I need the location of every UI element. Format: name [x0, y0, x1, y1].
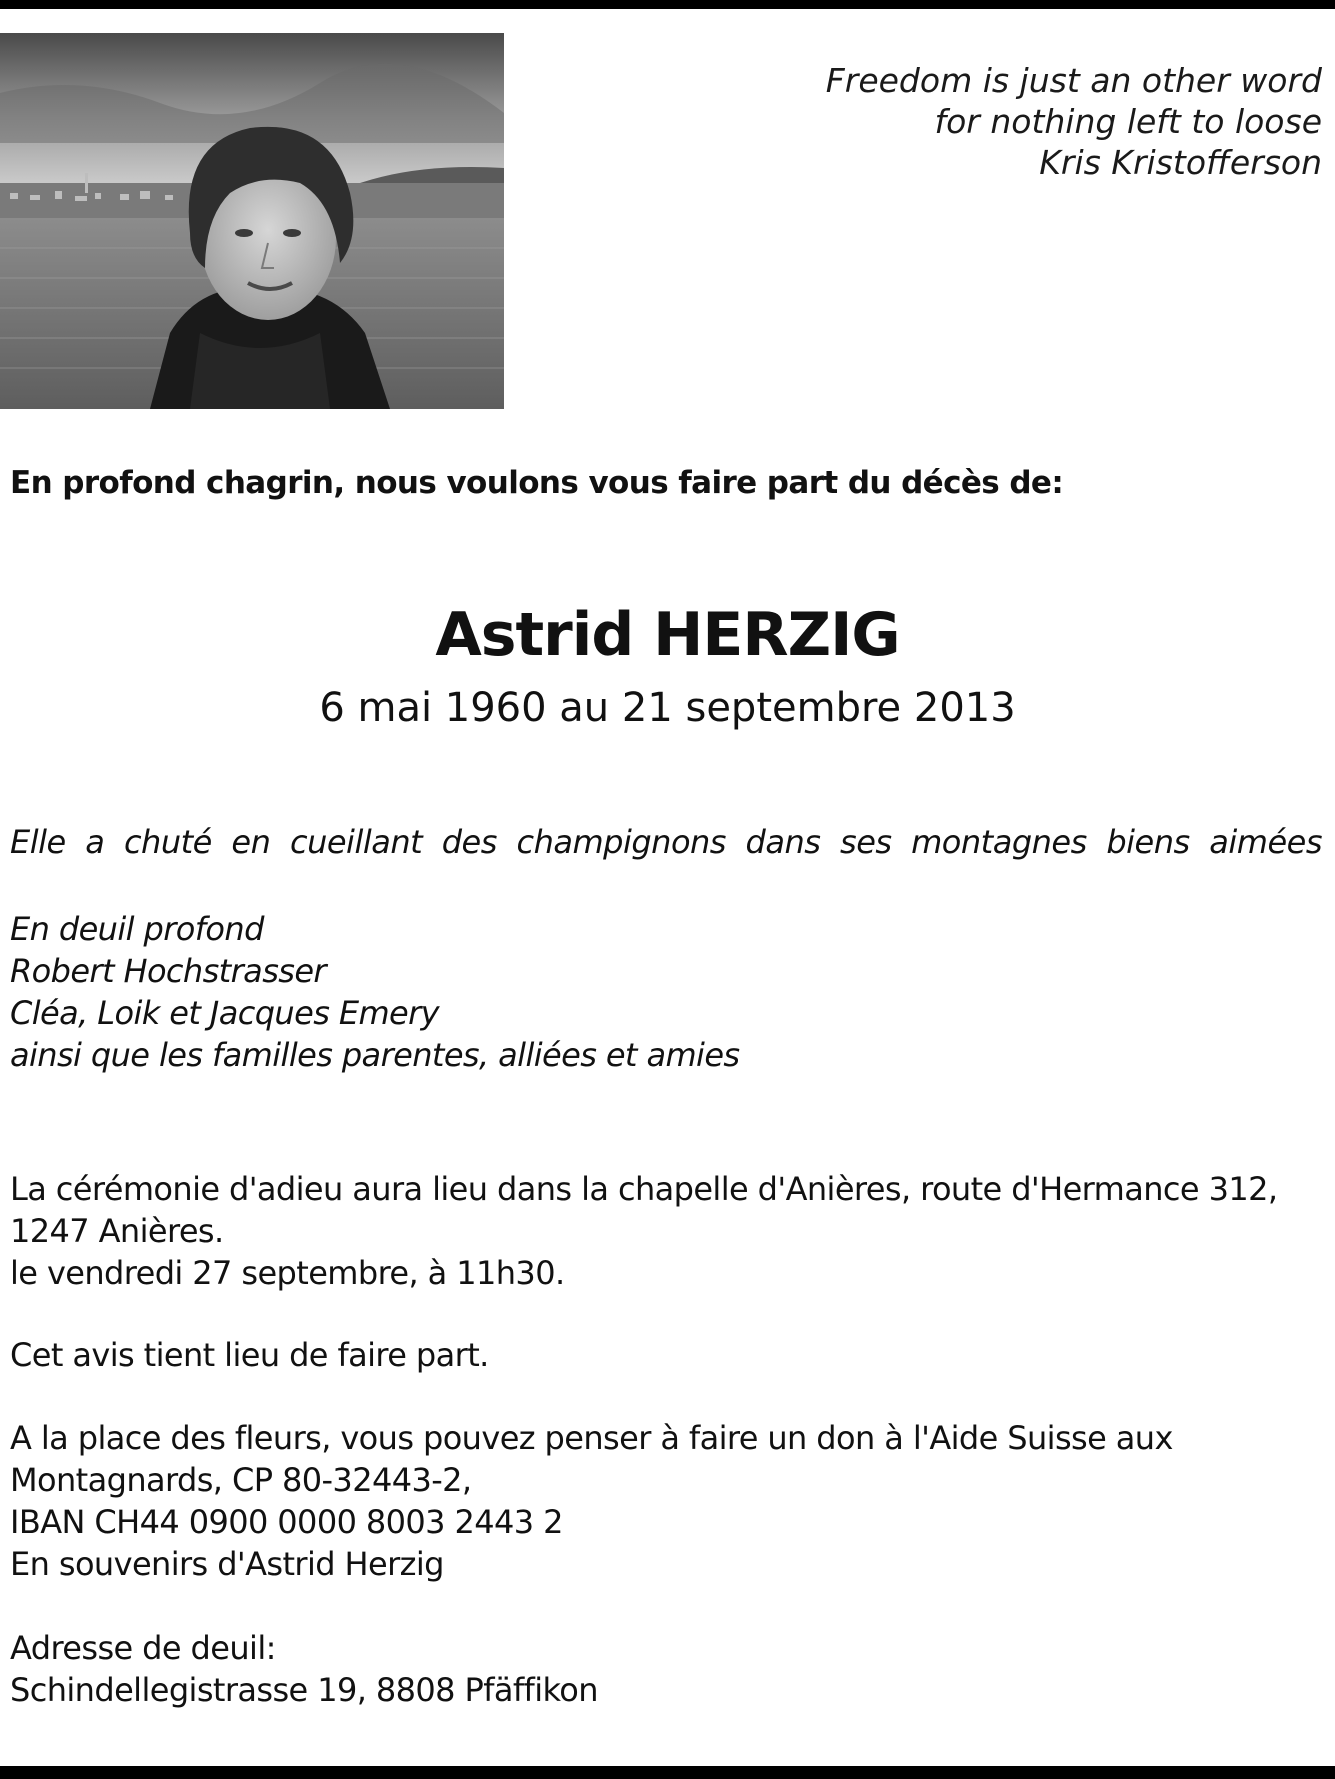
ceremony-line: le vendredi 27 septembre, à 11h30.: [10, 1254, 565, 1292]
ceremony-line: La cérémonie d'adieu aura lieu dans la chapelle d'Anières, route d'Hermance 312,: [10, 1170, 1278, 1208]
donation-line: Montagnards, CP 80-32443-2,: [10, 1461, 472, 1499]
announcement-intro: En profond chagrin, nous voulons vous faire part du décès de:: [10, 465, 1064, 501]
epigraph-quote: [722, 60, 1322, 183]
bottom-border-rule: [0, 1766, 1335, 1779]
donation-line: IBAN CH44 0900 0000 8003 2443 2: [10, 1503, 563, 1541]
donation-details: [10, 1417, 1173, 1585]
life-dates: 6 mai 1960 au 21 septembre 2013: [319, 685, 1016, 731]
mourners-list: [10, 908, 739, 1076]
donation-line: En souvenirs d'Astrid Herzig: [10, 1545, 444, 1583]
cause-of-death: Elle a chuté en cueillant des champignons dans ses montagnes biens aimées: [10, 823, 1322, 861]
mourners-line: En deuil profond: [10, 910, 264, 948]
deceased-name: Astrid HERZIG: [435, 600, 900, 670]
ceremony-line: 1247 Anières.: [10, 1212, 224, 1250]
quote-line-2: for nothing left to loose: [934, 102, 1322, 141]
notice-text: Cet avis tient lieu de faire part.: [10, 1336, 489, 1374]
top-border-rule: [0, 0, 1335, 9]
ceremony-details: [10, 1168, 1277, 1294]
address-line: Schindellegistrasse 19, 8808 Pfäffikon: [10, 1671, 598, 1709]
mourning-address: [10, 1627, 598, 1711]
quote-author: Kris Kristofferson: [1039, 143, 1322, 182]
quote-line-1: Freedom is just an other word: [825, 61, 1322, 100]
mourners-line: Robert Hochstrasser: [10, 952, 326, 990]
address-label: Adresse de deuil:: [10, 1629, 276, 1667]
mourners-line: ainsi que les familles parentes, alliées et amies: [10, 1036, 740, 1074]
mourners-line: Cléa, Loik et Jacques Emery: [10, 994, 440, 1032]
donation-line: A la place des fleurs, vous pouvez penser à faire un don à l'Aide Suisse aux: [10, 1419, 1173, 1457]
portrait-photo: [0, 33, 504, 409]
